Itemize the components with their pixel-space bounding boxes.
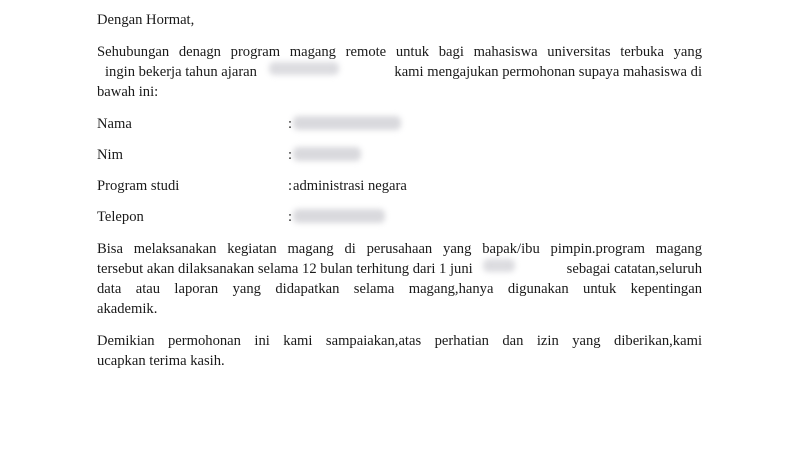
field-colon-program-studi: :: [288, 178, 293, 194]
redacted-name: [293, 116, 401, 130]
field-label-nim: Nim: [97, 147, 123, 163]
body-line-4: akademik.: [97, 301, 158, 317]
intro-line-2-end: kami mengajukan permohonan supaya mahasiswa di: [394, 64, 702, 80]
redacted-academic-year: [269, 62, 339, 75]
redacted-phone: [293, 209, 385, 223]
intro-line-3: bawah ini:: [97, 84, 159, 100]
body-line-2-start: tersebut akan dilaksanakan selama 12 bulan terhitung dari 1 juni: [97, 261, 473, 277]
body-paragraph: [97, 239, 702, 319]
body-line-3: data atau laporan yang didapatkan selama magang,hanya digunakan untuk kepentingan: [97, 281, 702, 297]
redacted-year: [483, 259, 515, 272]
field-telepon: [97, 207, 702, 227]
field-nama: [97, 114, 702, 134]
greeting: Dengan Hormat,: [97, 12, 195, 28]
field-program-studi: [97, 176, 702, 196]
field-label-telepon: Telepon: [97, 209, 144, 225]
field-colon-nama: :: [288, 116, 293, 132]
field-value-program-studi: administrasi negara: [293, 178, 407, 194]
student-fields: [97, 114, 702, 227]
field-label-nama: Nama: [97, 116, 132, 132]
redacted-nim: [293, 147, 361, 161]
body-line-2: [97, 259, 702, 279]
field-value-nama: [293, 114, 401, 134]
intro-paragraph: [97, 42, 702, 102]
closing-line-1: Demikian permohonan ini kami sampaiakan,atas perhatian dan izin yang diberikan,kami: [97, 333, 702, 349]
closing-paragraph: [97, 331, 702, 371]
intro-line-2: [97, 62, 702, 82]
field-nim: [97, 145, 702, 165]
intro-line-2-start: ingin bekerja tahun ajaran: [105, 64, 257, 80]
field-colon-nim: :: [288, 147, 293, 163]
body-line-1: Bisa melaksanakan kegiatan magang di perusahaan yang bapak/ibu pimpin.program magang: [97, 241, 702, 257]
field-value-telepon: [293, 207, 385, 227]
body-line-2-end: sebagai catatan,seluruh: [566, 261, 702, 277]
field-colon-telepon: :: [288, 209, 293, 225]
intro-line-1: Sehubungan denagn program magang remote untuk bagi mahasiswa universitas terbuka yang: [97, 44, 702, 60]
field-label-program-studi: Program studi: [97, 178, 180, 194]
closing-line-2: ucapkan terima kasih.: [97, 353, 225, 369]
letter-page: [97, 10, 702, 371]
field-value-nim: [293, 145, 361, 165]
